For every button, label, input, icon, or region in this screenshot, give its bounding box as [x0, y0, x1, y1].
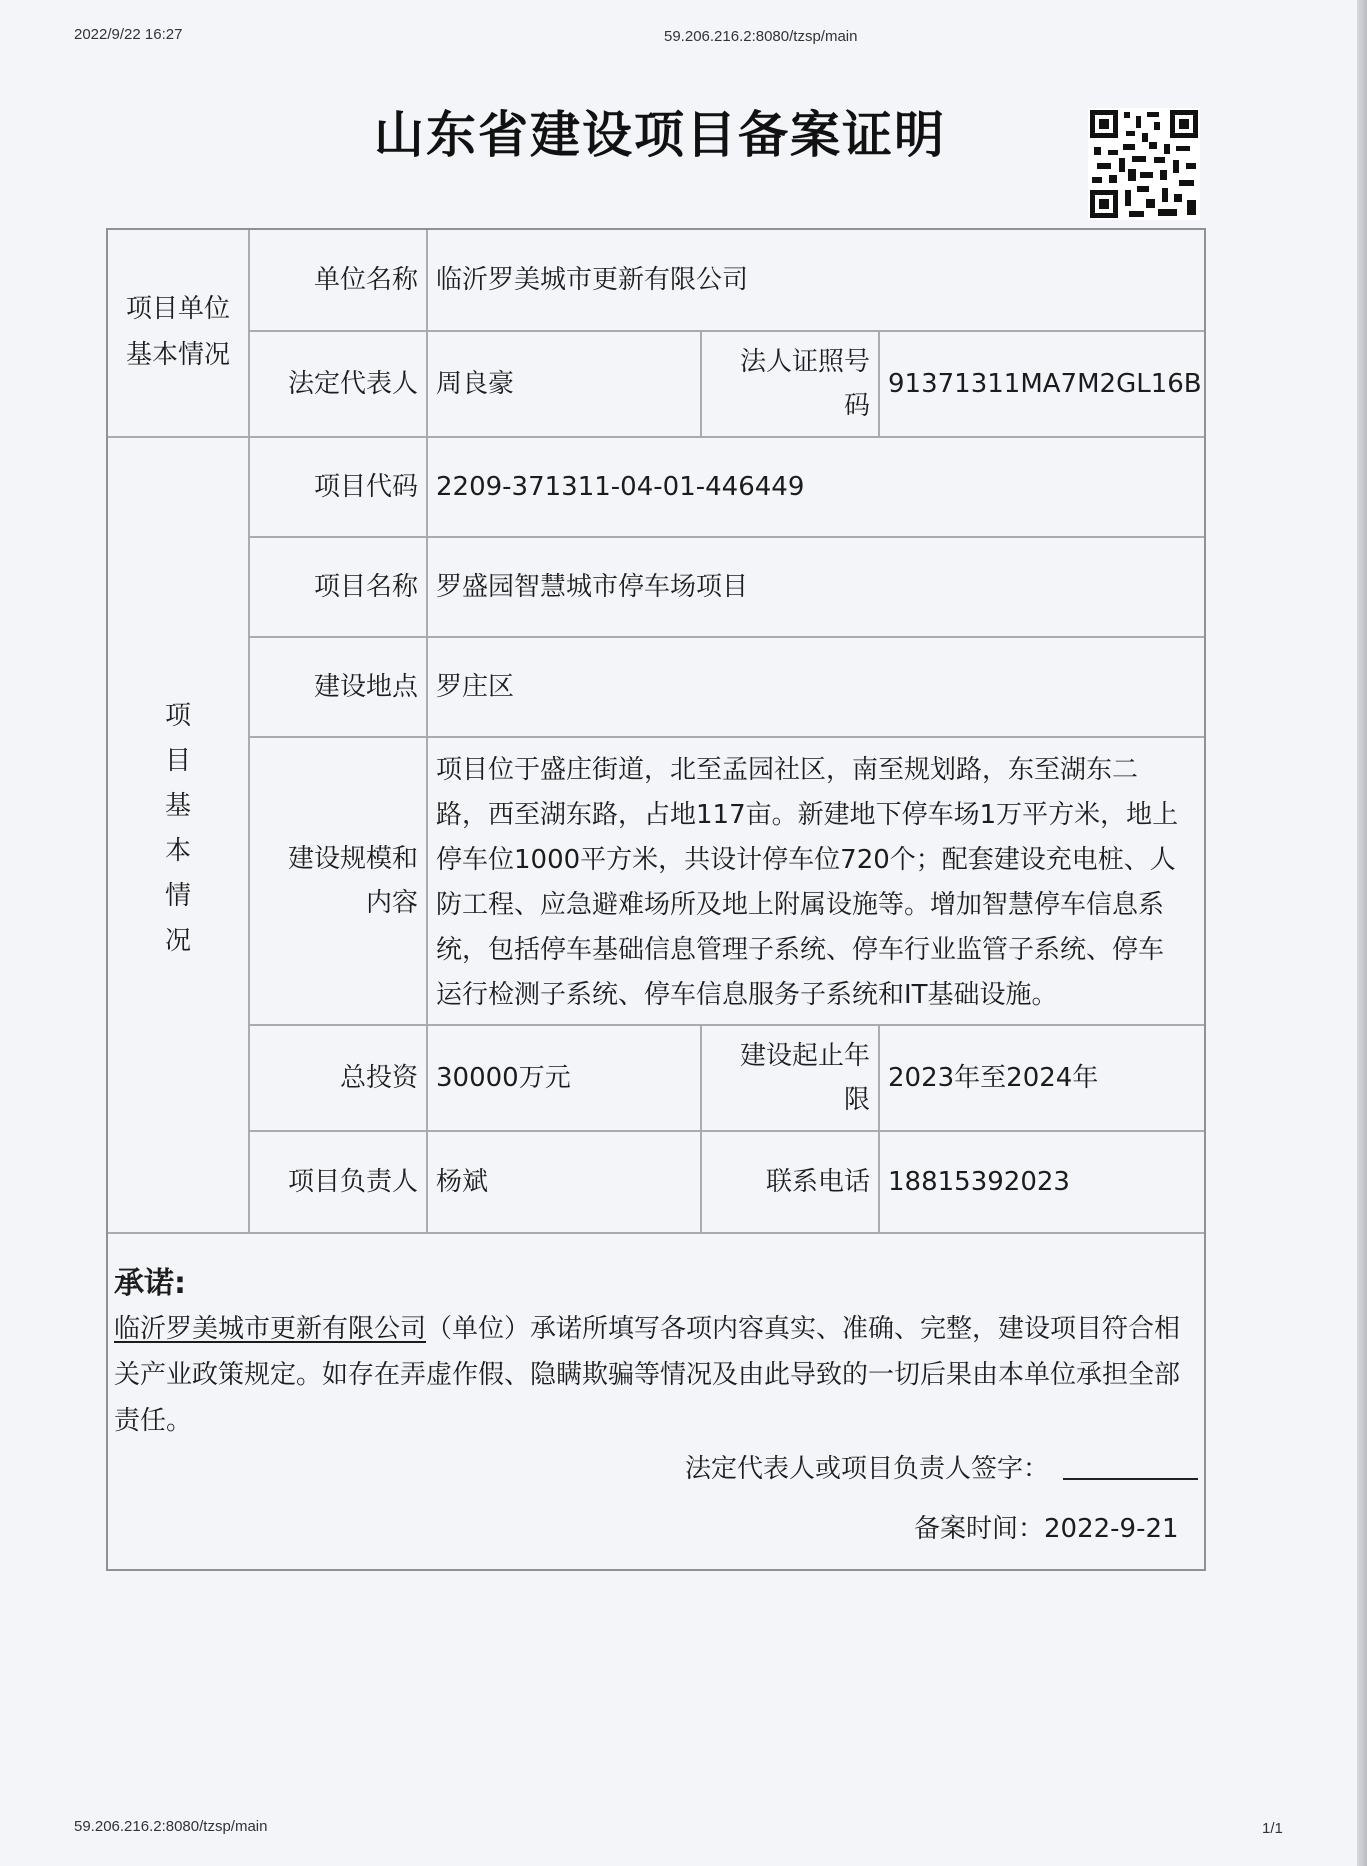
project-name-label: 项目名称 — [313, 572, 418, 602]
scope-content: 项目位于盛庄街道，北至孟园社区，南至规划路，东至湖东二 路，西至湖东路，占地117亩。新建地下停车场1万平方米，地上 停车位1000平方米，共设计停车位720个；配套建设充电桩、人 防工程、应急避难场所及地上附属设施等。增加智慧停车信息系 统，包括停车基础信息管理子系统、停车行业监管子系统、停车 运行检测子系统、停车信息服务子系统和IT基础设施。 — [436, 755, 1179, 1010]
location-value: 罗庄区 — [436, 672, 515, 702]
page-number: 1/1 — [1262, 1820, 1283, 1837]
print-timestamp: 2022/9/22 16:27 — [74, 26, 183, 43]
project-manager-value: 杨斌 — [436, 1167, 489, 1197]
investment-value: 30000万元 — [436, 1063, 571, 1093]
page-title: 山东省建设项目备案证明 — [374, 106, 946, 164]
license-number-label: 法人证照号 码 — [739, 347, 870, 421]
scope-label: 建设规模和 内容 — [287, 844, 418, 918]
record-time: 备案时间：2022-9-21 — [914, 1514, 1179, 1544]
legal-rep-label: 法定代表人 — [287, 369, 418, 399]
phone-label: 联系电话 — [765, 1167, 870, 1197]
construction-period-label: 建设起止年 限 — [739, 1041, 870, 1115]
signature-label: 法定代表人或项目负责人签字： — [685, 1454, 1050, 1484]
print-url-bottom: 59.206.216.2:8080/tzsp/main — [74, 1818, 268, 1835]
project-code-value: 2209-371311-04-01-446449 — [436, 472, 805, 502]
promise-statement: （单位）承诺所填写各项内容真实、准确、完整，建设项目符合相关产业政策规定。如存在弄虚作假、隐瞒欺骗等情况及由此导致的一切后果由本单位承担全部责任。 — [114, 1314, 1181, 1436]
project-section-label: 项 目 基 本 情 况 — [164, 701, 191, 956]
investment-label: 总投资 — [339, 1063, 418, 1093]
project-name-value: 罗盛园智慧城市停车场项目 — [436, 572, 749, 602]
project-manager-label: 项目负责人 — [287, 1167, 418, 1197]
unit-name-label: 单位名称 — [313, 265, 418, 295]
construction-period-value: 2023年至2024年 — [888, 1063, 1099, 1093]
promise-unit-name: 临沂罗美城市更新有限公司 — [114, 1314, 427, 1344]
license-number-value: 91371311MA7M2GL16B — [888, 369, 1202, 399]
project-code-label: 项目代码 — [313, 472, 418, 502]
legal-rep-value: 周良豪 — [436, 369, 515, 399]
unit-name-value: 临沂罗美城市更新有限公司 — [436, 265, 749, 295]
scan-edge — [1357, 0, 1367, 1866]
phone-value: 18815392023 — [888, 1167, 1070, 1197]
signature-blank — [1063, 1478, 1198, 1480]
location-label: 建设地点 — [313, 672, 418, 702]
promise-title: 承诺: — [114, 1266, 186, 1301]
promise-text — [114, 1306, 1200, 1444]
unit-section-label: 项目单位 基本情况 — [125, 294, 230, 370]
qr-code-icon — [1088, 108, 1200, 220]
print-url-top: 59.206.216.2:8080/tzsp/main — [664, 28, 858, 45]
